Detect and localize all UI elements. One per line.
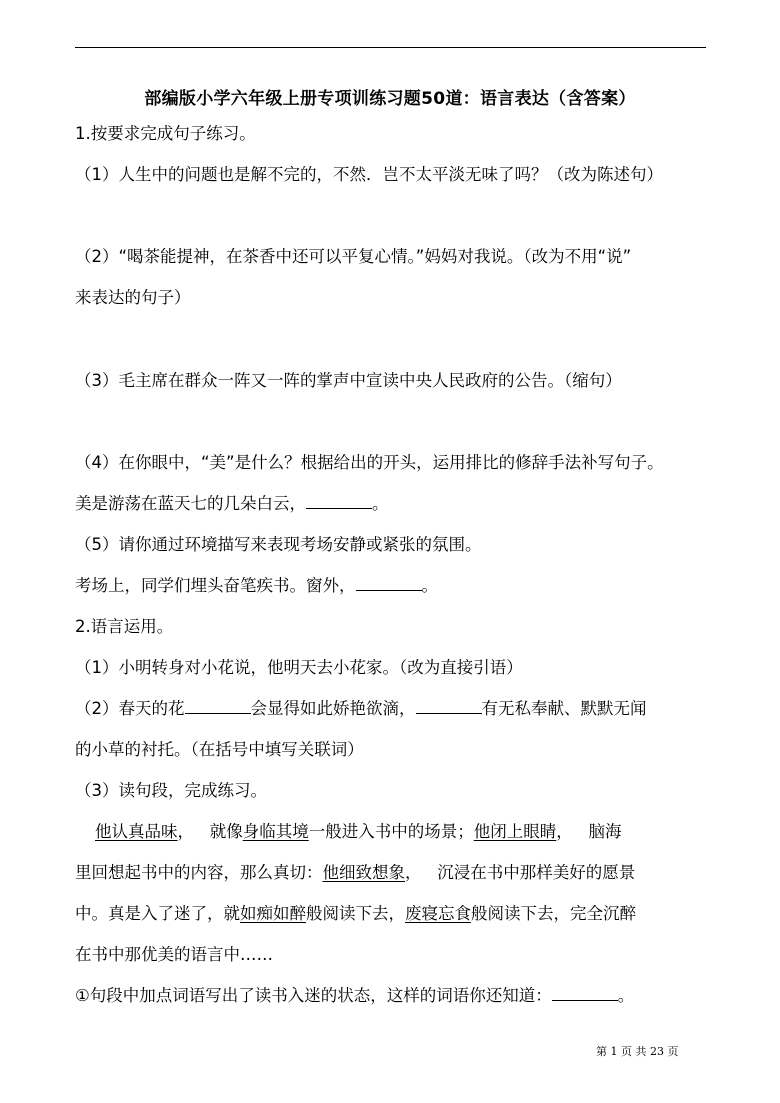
passage-text: ， 就像 [177, 822, 243, 841]
header-rule [75, 47, 706, 48]
q1-s1: （1）人生中的问题也是解不完的，不然．岂不太平淡无味了吗？（改为陈述句） [75, 165, 663, 184]
passage-line4: 在书中那优美的语言中…… [75, 945, 273, 964]
underlined-phrase: 他认真品味 [95, 822, 178, 841]
passage-line3 [75, 902, 636, 926]
answer-blank[interactable] [552, 986, 618, 1001]
period: 。 [421, 576, 438, 595]
underlined-phrase: 他闭上眼睛 [473, 822, 557, 841]
q2-s2-text: 有无私奉献、默默无闻 [481, 699, 647, 718]
page-footer: 第 1 页 共 23 页 [596, 1045, 679, 1058]
answer-blank[interactable] [185, 699, 251, 714]
passage-text: 一般进入书中的场景； [308, 822, 474, 841]
period: 。 [617, 986, 635, 1005]
q1-s4-line1: （4）在你眼中，“美”是什么？根据给出的开头，运用排比的修辞手法补写句子。 [75, 453, 664, 472]
passage-text: 里回想起书中的内容，那么真切： [75, 863, 323, 882]
page-title: 部编版小学六年级上册专项训练习题50道：语言表达（含答案） [144, 89, 636, 109]
answer-blank[interactable] [356, 576, 422, 591]
q1-heading: 1.按要求完成句子练习。 [75, 124, 256, 143]
passage-line1 [95, 820, 622, 844]
q2-s2-text: （2）春天的花 [75, 699, 185, 718]
passage-text: 般阅读下去，完全沉醉 [471, 904, 636, 923]
q2-s2-line1 [75, 697, 647, 721]
q2-s1: （1）小明转身对小花说，他明天去小花家。（改为直接引语） [75, 658, 523, 677]
q2-heading: 2.语言运用。 [75, 617, 174, 636]
passage-text: ， 脑海 [556, 822, 622, 841]
q1-s5-line2 [75, 574, 438, 598]
passage-text: 般阅读下去， [306, 904, 405, 923]
q1-s2-line1: （2）“喝茶能提神，在茶香中还可以平复心情。”妈妈对我说。（改为不用“说” [75, 247, 632, 266]
passage-line2 [75, 861, 635, 885]
q1-s5-line1: （5）请你通过环境描写来表现考场安静或紧张的氛围。 [75, 535, 482, 554]
q1-s4-line2 [75, 492, 389, 516]
answer-blank[interactable] [306, 494, 372, 509]
underlined-phrase: 身临其境 [242, 822, 309, 841]
underlined-phrase: 如痴如醉 [240, 904, 306, 923]
q2-sub1 [75, 984, 634, 1008]
period: 。 [372, 494, 389, 513]
q2-s2-text: 会显得如此娇艳欲滴， [250, 699, 416, 718]
q2-s2-line2: 的小草的衬托。（在括号中填写关联词） [75, 740, 364, 759]
passage-text: 中。真是入了迷了，就 [75, 904, 240, 923]
q1-s5-text: 考场上，同学们埋头奋笔疾书。窗外， [75, 576, 356, 595]
passage-text: ， 沉浸在书中那样美好的愿景 [405, 863, 636, 882]
q1-s3: （3）毛主席在群众一阵又一阵的掌声中宣读中央人民政府的公告。（缩句） [75, 371, 622, 390]
underlined-phrase: 他细致想象 [322, 863, 405, 882]
q1-s4-text: 美是游荡在蓝天七的几朵白云， [75, 494, 306, 513]
underlined-phrase: 废寝忘食 [405, 904, 471, 923]
q2-sub1-text: ①句段中加点词语写出了读书入迷的状态，这样的词语你还知道： [75, 986, 552, 1005]
answer-blank[interactable] [416, 699, 482, 714]
q1-s2-line2: 来表达的句子） [75, 288, 191, 307]
q2-s3: （3）读句段，完成练习。 [75, 781, 267, 800]
